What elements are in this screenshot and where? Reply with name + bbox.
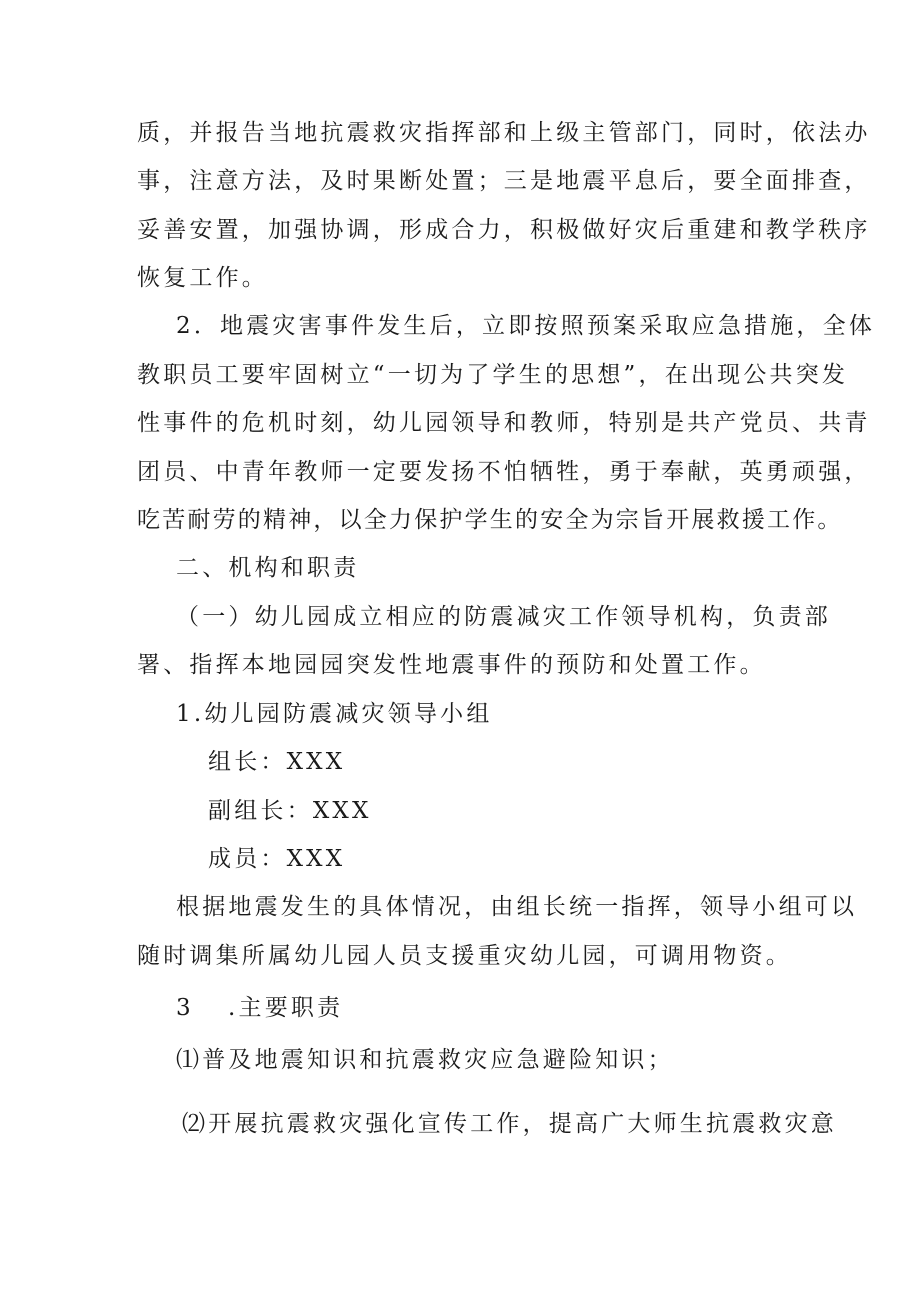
- para2-line-4: 团员、中青年教师一定要发扬不怕牺牲，勇于奉献，英勇顽强，: [137, 459, 871, 485]
- duty-item-2: ⑵开展抗震救灾强化宣传工作，提高广大师生抗震救灾意: [182, 1111, 837, 1137]
- sub-heading-main-duties: [176, 993, 343, 1023]
- para2-line-5: 吃苦耐劳的精神，以全力保护学生的安全为宗旨开展救援工作。: [137, 507, 843, 533]
- role-leader: [208, 747, 345, 777]
- para2-line-2: 教职员工要牢固树立“一切为了学生的思想”，在出现公共突发: [137, 362, 849, 388]
- para1-line-4: 恢复工作。: [137, 265, 268, 291]
- role-value: XXX: [312, 798, 372, 824]
- sub-heading-text: .主要职责: [228, 995, 344, 1021]
- para4-line-2: 随时调集所属幼儿园人员支援重灾幼儿园，可调用物资。: [137, 943, 792, 969]
- role-members: [208, 844, 345, 874]
- duty-item-1: ⑴普及地震知识和抗震救灾应急避险知识；: [176, 1047, 674, 1073]
- para2-line-1: 2．地震灾害事件发生后，立即按照预案采取应急措施，全体: [176, 313, 876, 339]
- para4-line-1: 根据地震发生的具体情况，由组长统一指挥，领导小组可以: [176, 894, 858, 920]
- role-label: 成员：: [208, 846, 287, 872]
- section-heading: 二、机构和职责: [176, 555, 360, 581]
- sub-heading-leadership-group: 1.幼儿园防震减灾领导小组: [176, 701, 493, 727]
- para2-line-3: 性事件的危机时刻，幼儿园领导和教师，特别是共产党员、共青: [137, 410, 871, 436]
- para1-line-1: 质，并报告当地抗震救灾指挥部和上级主管部门，同时，依法办: [137, 120, 871, 146]
- sub-heading-number: 3: [176, 995, 194, 1021]
- role-label: 副组长：: [208, 798, 313, 824]
- para3-line-2: 署、指挥本地园园突发性地震事件的预防和处置工作。: [137, 652, 766, 678]
- para1-line-3: 妥善安置，加强协调，形成合力，积极做好灾后重建和教学秩序: [137, 217, 871, 243]
- role-value: XXX: [286, 846, 346, 872]
- role-label: 组长：: [208, 749, 287, 775]
- role-deputy-leader: [208, 796, 372, 826]
- role-value: XXX: [286, 749, 346, 775]
- para1-line-2: 事，注意方法，及时果断处置；三是地震平息后，要全面排查，: [137, 168, 871, 194]
- para3-line-1: （一）幼儿园成立相应的防震减灾工作领导机构，负责部: [176, 604, 831, 630]
